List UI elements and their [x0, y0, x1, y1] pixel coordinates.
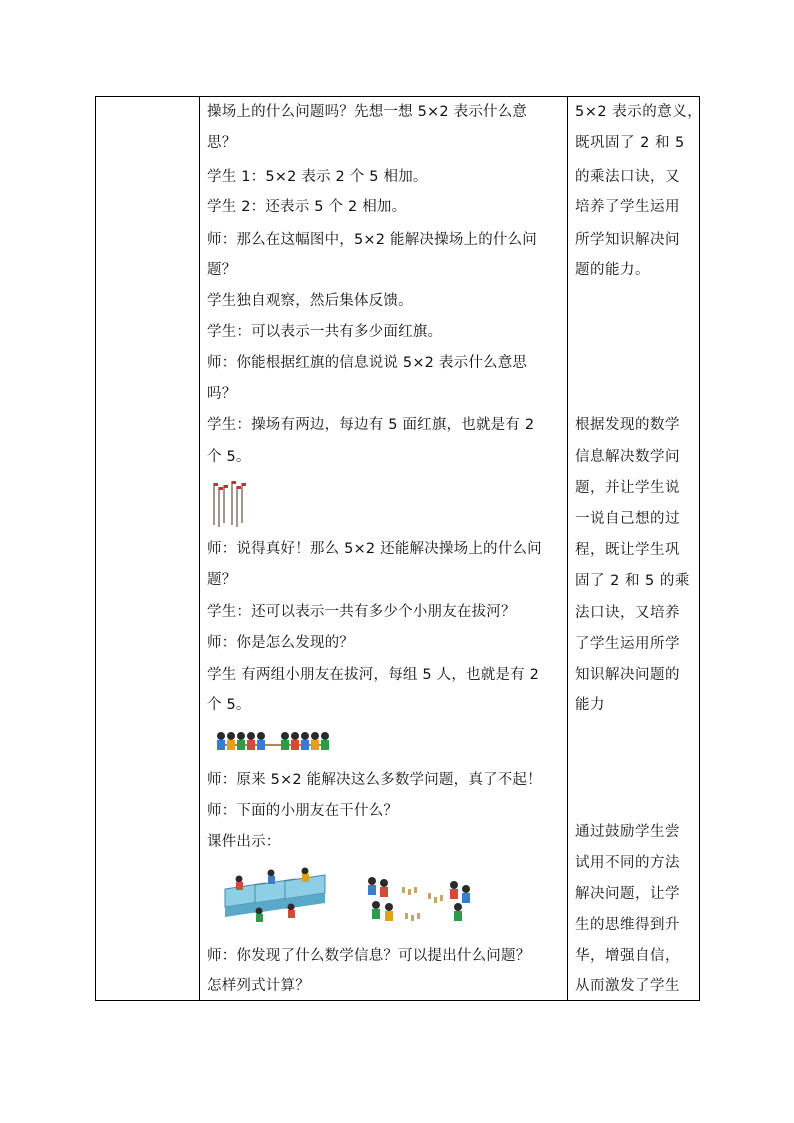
- process-line: 个 5。: [207, 449, 251, 465]
- process-line: 学生 1：5×2 表示 2 个 5 相加。: [207, 169, 428, 185]
- intent-line: 通过鼓励学生尝: [575, 824, 680, 840]
- red-flags-image: [211, 477, 247, 529]
- intent-line: 程，既让学生巩: [575, 542, 680, 558]
- process-line: 题？: [207, 572, 237, 588]
- intent-line: 固了 2 和 5 的乘: [575, 573, 690, 589]
- intent-line: 题，并让学生说: [575, 480, 680, 496]
- process-line: 师：说得真好！那么 5×2 还能解决操场上的什么问: [207, 541, 542, 557]
- intent-line: 能力: [575, 697, 605, 713]
- process-line: 怎样列式计算？: [207, 978, 310, 994]
- column-divider-1: [199, 97, 200, 1000]
- intent-line: 的乘法口诀，又: [575, 169, 680, 185]
- bowling-children-image: [362, 873, 480, 927]
- process-line: 师：原来 5×2 能解决这么多数学问题，真了不起！: [207, 772, 542, 788]
- process-line: 师：你是怎么发现的？: [207, 635, 354, 651]
- ping-pong-tables-image: [219, 867, 331, 925]
- process-line: 师：你发现了什么数学信息？可以提出什么问题？: [207, 948, 531, 964]
- intent-line: 既巩固了 2 和 5: [575, 135, 685, 151]
- intent-line: 法口诀，又培养: [575, 605, 680, 621]
- process-line: 学生：可以表示一共有多少面红旗。: [207, 324, 443, 340]
- intent-line: 生的思维得到升: [575, 917, 680, 933]
- process-line: 课件出示：: [207, 834, 281, 850]
- process-line: 师：你能根据红旗的信息说说 5×2 表示什么意思: [207, 355, 528, 371]
- process-line: 吗？: [207, 386, 237, 402]
- intent-line: 信息解决数学问: [575, 449, 680, 465]
- process-line: 操场上的什么问题吗？先想一想 5×2 表示什么意: [207, 104, 528, 120]
- process-line: 学生独自观察，然后集体反馈。: [207, 293, 413, 309]
- process-line: 题？: [207, 262, 237, 278]
- intent-line: 知识解决问题的: [575, 667, 680, 683]
- intent-line: 试用不同的方法: [575, 855, 680, 871]
- intent-line: 从而激发了学生: [575, 978, 680, 994]
- process-line: 思？: [207, 135, 237, 151]
- process-line: 学生：操场有两边，每边有 5 面红旗，也就是有 2: [207, 417, 535, 433]
- intent-line: 培养了学生运用: [575, 199, 680, 215]
- column-divider-2: [567, 97, 568, 1000]
- process-line: 学生 有两组小朋友在拔河，每组 5 人，也就是有 2: [207, 667, 540, 683]
- intent-line: 了学生运用所学: [575, 636, 680, 652]
- process-line: 师：下面的小朋友在干什么？: [207, 803, 399, 819]
- process-line: 学生 2：还表示 5 个 2 相加。: [207, 199, 407, 215]
- intent-line: 解决问题，让学: [575, 886, 680, 902]
- tug-of-war-image: [213, 729, 331, 755]
- process-line: 个 5。: [207, 697, 251, 713]
- lesson-table: [95, 96, 703, 1001]
- intent-line: 所学知识解决问: [575, 232, 680, 248]
- process-line: 师：那么在这幅图中，5×2 能解决操场上的什么问: [207, 232, 538, 248]
- intent-line: 5×2 表示的意义，: [575, 104, 703, 120]
- intent-line: 题的能力。: [575, 262, 650, 278]
- process-line: 学生：还可以表示一共有多少个小朋友在拔河？: [207, 604, 516, 620]
- intent-line: 根据发现的数学: [575, 417, 680, 433]
- intent-line: 一说自己想的过: [575, 511, 680, 527]
- intent-line: 华，增强自信，: [575, 948, 680, 964]
